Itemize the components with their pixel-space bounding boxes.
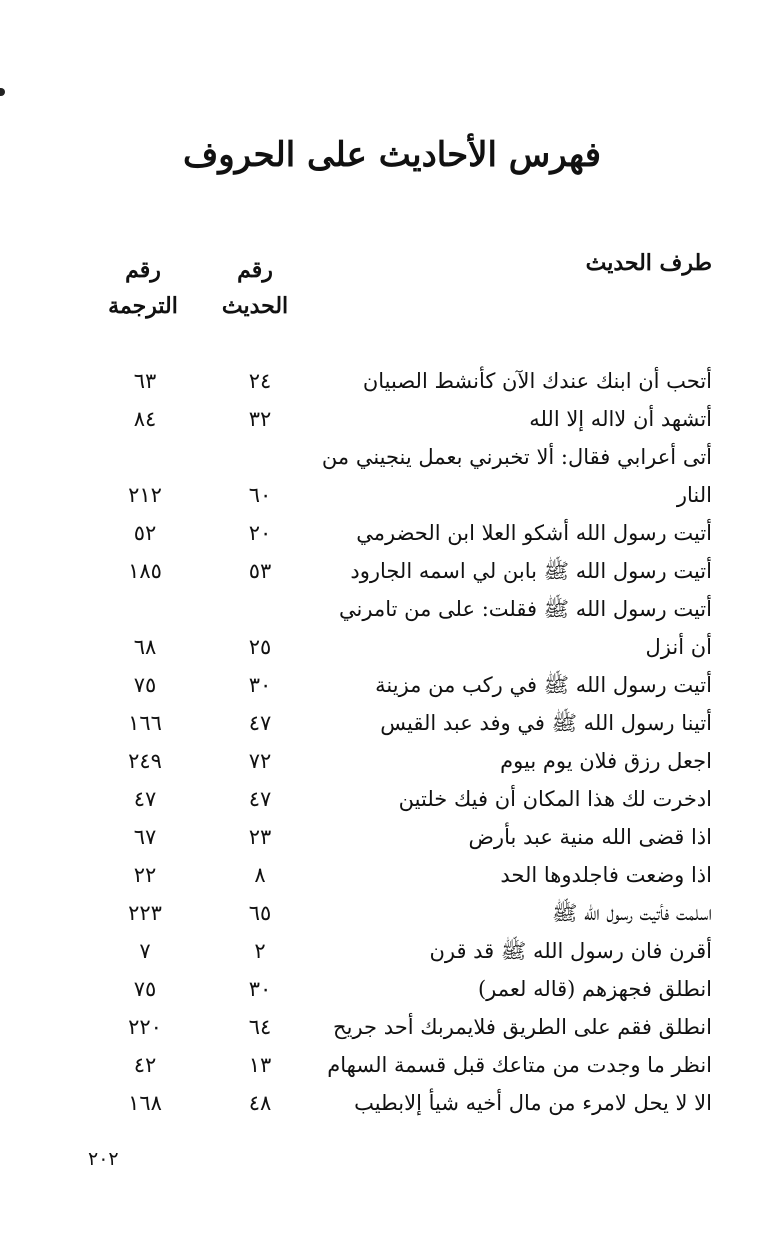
hadith-text: اجعل رزق فلان يوم بيوم bbox=[500, 749, 712, 773]
index-row bbox=[0, 438, 784, 476]
hadith-text: أتحب أن ابنك عندك الآن كأنشط الصبيان bbox=[362, 369, 712, 393]
index-row bbox=[0, 552, 784, 590]
index-row bbox=[0, 590, 784, 628]
hadith-number: ٢٥ bbox=[248, 635, 272, 659]
index-row bbox=[0, 362, 784, 400]
biography-number: ٢٤٩ bbox=[128, 749, 162, 773]
hadith-number: ٤٧ bbox=[248, 787, 272, 811]
hadith-number: ٦٠ bbox=[248, 483, 272, 507]
hadith-number: ٣٢ bbox=[248, 407, 272, 431]
hadith-number: ٣٠ bbox=[248, 977, 272, 1001]
index-rows bbox=[0, 362, 784, 1122]
hadith-text: انظر ما وجدت من متاعك قبل قسمة السهام bbox=[327, 1053, 712, 1077]
index-row bbox=[0, 970, 784, 1008]
biography-number: ٦٣ bbox=[133, 369, 157, 393]
index-row bbox=[0, 704, 784, 742]
hadith-text: انطلق فقم على الطريق فلايمربك أحد جريح bbox=[333, 1015, 712, 1039]
hadith-text: أقرن فان رسول الله ﷺ قد قرن bbox=[429, 939, 712, 963]
index-row bbox=[0, 628, 784, 666]
index-row bbox=[0, 856, 784, 894]
header-biography-number-line1: رقم bbox=[125, 257, 161, 283]
hadith-text: أتيت رسول الله ﷺ فقلت: على من تامرني bbox=[339, 597, 712, 621]
hadith-number: ٢٣ bbox=[248, 825, 272, 849]
biography-number: ٢١٢ bbox=[128, 483, 162, 507]
biography-number: ٤٧ bbox=[133, 787, 157, 811]
hadith-text: أتيت رسول الله أشكو العلا ابن الحضرمي bbox=[356, 521, 712, 545]
header-biography-number bbox=[88, 252, 198, 324]
hadith-number: ٤٧ bbox=[248, 711, 272, 735]
header-hadith-text: طرف الحديث bbox=[585, 250, 712, 276]
header-hadith-number-line1: رقم bbox=[237, 257, 273, 283]
hadith-text: اسلمت فأتيت رسول الله ﷺ bbox=[552, 901, 712, 925]
page-number: ٢٠٢ bbox=[88, 1148, 119, 1170]
header-hadith-number bbox=[200, 252, 310, 324]
page-title: فهرس الأحاديث على الحروف bbox=[183, 135, 601, 175]
hadith-text: أتشهد أن لااله إلا الله bbox=[529, 407, 712, 431]
biography-number: ٨٤ bbox=[133, 407, 157, 431]
hadith-text: اذا وضعت فاجلدوها الحد bbox=[500, 863, 712, 887]
index-row bbox=[0, 476, 784, 514]
header-hadith-number-line2: الحديث bbox=[221, 293, 289, 319]
index-row bbox=[0, 780, 784, 818]
page-edge-mark bbox=[0, 88, 5, 96]
index-row bbox=[0, 932, 784, 970]
biography-number: ٧ bbox=[139, 939, 151, 963]
hadith-text: ادخرت لك هذا المكان أن فيك خلتين bbox=[398, 787, 712, 811]
hadith-text: الا لا يحل لامرء من مال أخيه شيأ إلابطيب bbox=[354, 1091, 712, 1115]
hadith-number: ٤٨ bbox=[248, 1091, 272, 1115]
hadith-number: ٨ bbox=[254, 863, 266, 887]
hadith-text: أتيت رسول الله ﷺ في ركب من مزينة bbox=[375, 673, 712, 697]
biography-number: ٢٢٠ bbox=[128, 1015, 162, 1039]
hadith-number: ٢٤ bbox=[248, 369, 272, 393]
index-row bbox=[0, 400, 784, 438]
index-row bbox=[0, 666, 784, 704]
hadith-number: ٦٤ bbox=[248, 1015, 272, 1039]
biography-number: ٦٧ bbox=[133, 825, 157, 849]
index-row bbox=[0, 742, 784, 780]
hadith-text: انطلق فجهزهم (قاله لعمر) bbox=[477, 977, 712, 1001]
biography-number: ١٦٨ bbox=[128, 1091, 162, 1115]
index-row bbox=[0, 1084, 784, 1122]
biography-number: ٢٢٣ bbox=[128, 901, 162, 925]
biography-number: ٢٢ bbox=[133, 863, 157, 887]
hadith-text: أن أنزل bbox=[645, 635, 712, 659]
hadith-number: ٢٠ bbox=[248, 521, 272, 545]
biography-number: ٥٢ bbox=[133, 521, 157, 545]
index-row bbox=[0, 1046, 784, 1084]
biography-number: ٧٥ bbox=[133, 977, 157, 1001]
hadith-text: أتيت رسول الله ﷺ بابن لي اسمه الجارود bbox=[350, 559, 712, 583]
hadith-number: ٦٥ bbox=[248, 901, 272, 925]
index-row bbox=[0, 1008, 784, 1046]
hadith-text: اذا قضى الله منية عبد بأرض bbox=[468, 825, 712, 849]
biography-number: ٤٢ bbox=[133, 1053, 157, 1077]
index-row bbox=[0, 514, 784, 552]
biography-number: ٧٥ bbox=[133, 673, 157, 697]
hadith-number: ١٣ bbox=[248, 1053, 272, 1077]
hadith-text: أتينا رسول الله ﷺ في وفد عبد القيس bbox=[380, 711, 712, 735]
hadith-number: ٣٠ bbox=[248, 673, 272, 697]
biography-number: ١٨٥ bbox=[128, 559, 162, 583]
index-row bbox=[0, 894, 784, 932]
hadith-text: النار bbox=[676, 483, 712, 507]
hadith-number: ٢ bbox=[254, 939, 266, 963]
hadith-number: ٧٢ bbox=[248, 749, 272, 773]
biography-number: ٦٨ bbox=[133, 635, 157, 659]
hadith-text: أتى أعرابي فقال: ألا تخبرني بعمل ينجيني من bbox=[321, 445, 712, 469]
biography-number: ١٦٦ bbox=[128, 711, 162, 735]
header-biography-number-line2: الترجمة bbox=[108, 293, 178, 319]
hadith-number: ٥٣ bbox=[248, 559, 272, 583]
index-row bbox=[0, 818, 784, 856]
